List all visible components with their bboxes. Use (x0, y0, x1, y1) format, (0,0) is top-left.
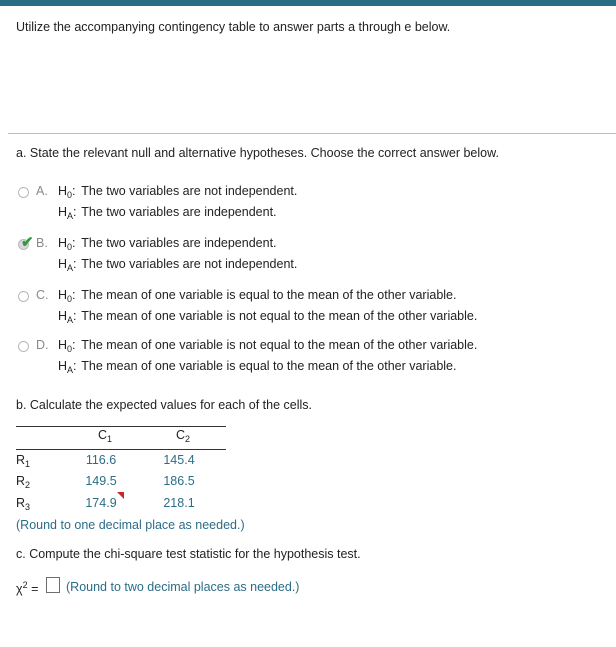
column-header-c2: $C_2$ (175, 428, 191, 444)
cell-r2-c1: 149.5 (85, 474, 117, 488)
row-label-r1: $R_1$ (16, 453, 31, 469)
top-bar (0, 0, 616, 6)
cell-r3-c2: 218.1 (163, 496, 195, 510)
part-c-question: c. Compute the chi-square test statistic for the hypothesis test. (16, 547, 361, 561)
rounding-note-c: (Round to two decimal places as needed.) (66, 580, 300, 594)
null-hypothesis: $H_0$: The mean of one variable is equal to the mean of the other variable. (58, 288, 457, 304)
row-label-r2: $R_2$ (16, 474, 31, 490)
chi-square-answer-input[interactable] (46, 577, 60, 593)
part-b-question: b. Calculate the expected values for each of the cells. (16, 398, 313, 412)
checkmark-icon: ✔ (21, 234, 34, 251)
table-header-rule (16, 449, 226, 450)
column-header-c1: $C_1$ (97, 428, 113, 444)
part-a-question: a. State the relevant null and alternative hypotheses. Choose the correct answer below. (16, 146, 499, 160)
alternative-hypothesis: $H_A$: The two variables are independent. (58, 205, 277, 221)
alternative-hypothesis: $H_A$: The mean of one variable is equal to the mean of the other variable. (58, 359, 457, 375)
alternative-hypothesis: $H_A$: The two variables are not independent. (58, 257, 298, 273)
null-hypothesis: $H_0$: The mean of one variable is not equal to the mean of the other variable. (58, 338, 478, 354)
radio-button-c[interactable] (18, 291, 29, 302)
instructions-text: Utilize the accompanying contingency table to answer parts a through e below. (16, 20, 451, 34)
table-top-rule (16, 426, 226, 427)
row-label-r3: $R_3$ (16, 496, 31, 512)
option-letter: B. (36, 236, 48, 250)
chi-square-label: $\chi^2$ = (16, 580, 39, 597)
cell-r1-c1: 116.6 (85, 453, 117, 467)
alternative-hypothesis: $H_A$: The mean of one variable is not equal to the mean of the other variable. (58, 309, 478, 325)
null-hypothesis: $H_0$: The two variables are not independent. (58, 184, 298, 200)
option-letter: C. (36, 288, 49, 302)
null-hypothesis: $H_0$: The two variables are independent. (58, 236, 277, 252)
option-letter: A. (36, 184, 48, 198)
radio-button-d[interactable] (18, 341, 29, 352)
error-flag-icon (117, 492, 124, 499)
option-letter: D. (36, 338, 49, 352)
cell-r1-c2: 145.4 (163, 453, 195, 467)
cell-r2-c2: 186.5 (163, 474, 195, 488)
radio-button-a[interactable] (18, 187, 29, 198)
section-divider (8, 133, 616, 134)
cell-r3-c1: 174.9 (85, 496, 117, 510)
rounding-note-b: (Round to one decimal place as needed.) (16, 518, 245, 532)
